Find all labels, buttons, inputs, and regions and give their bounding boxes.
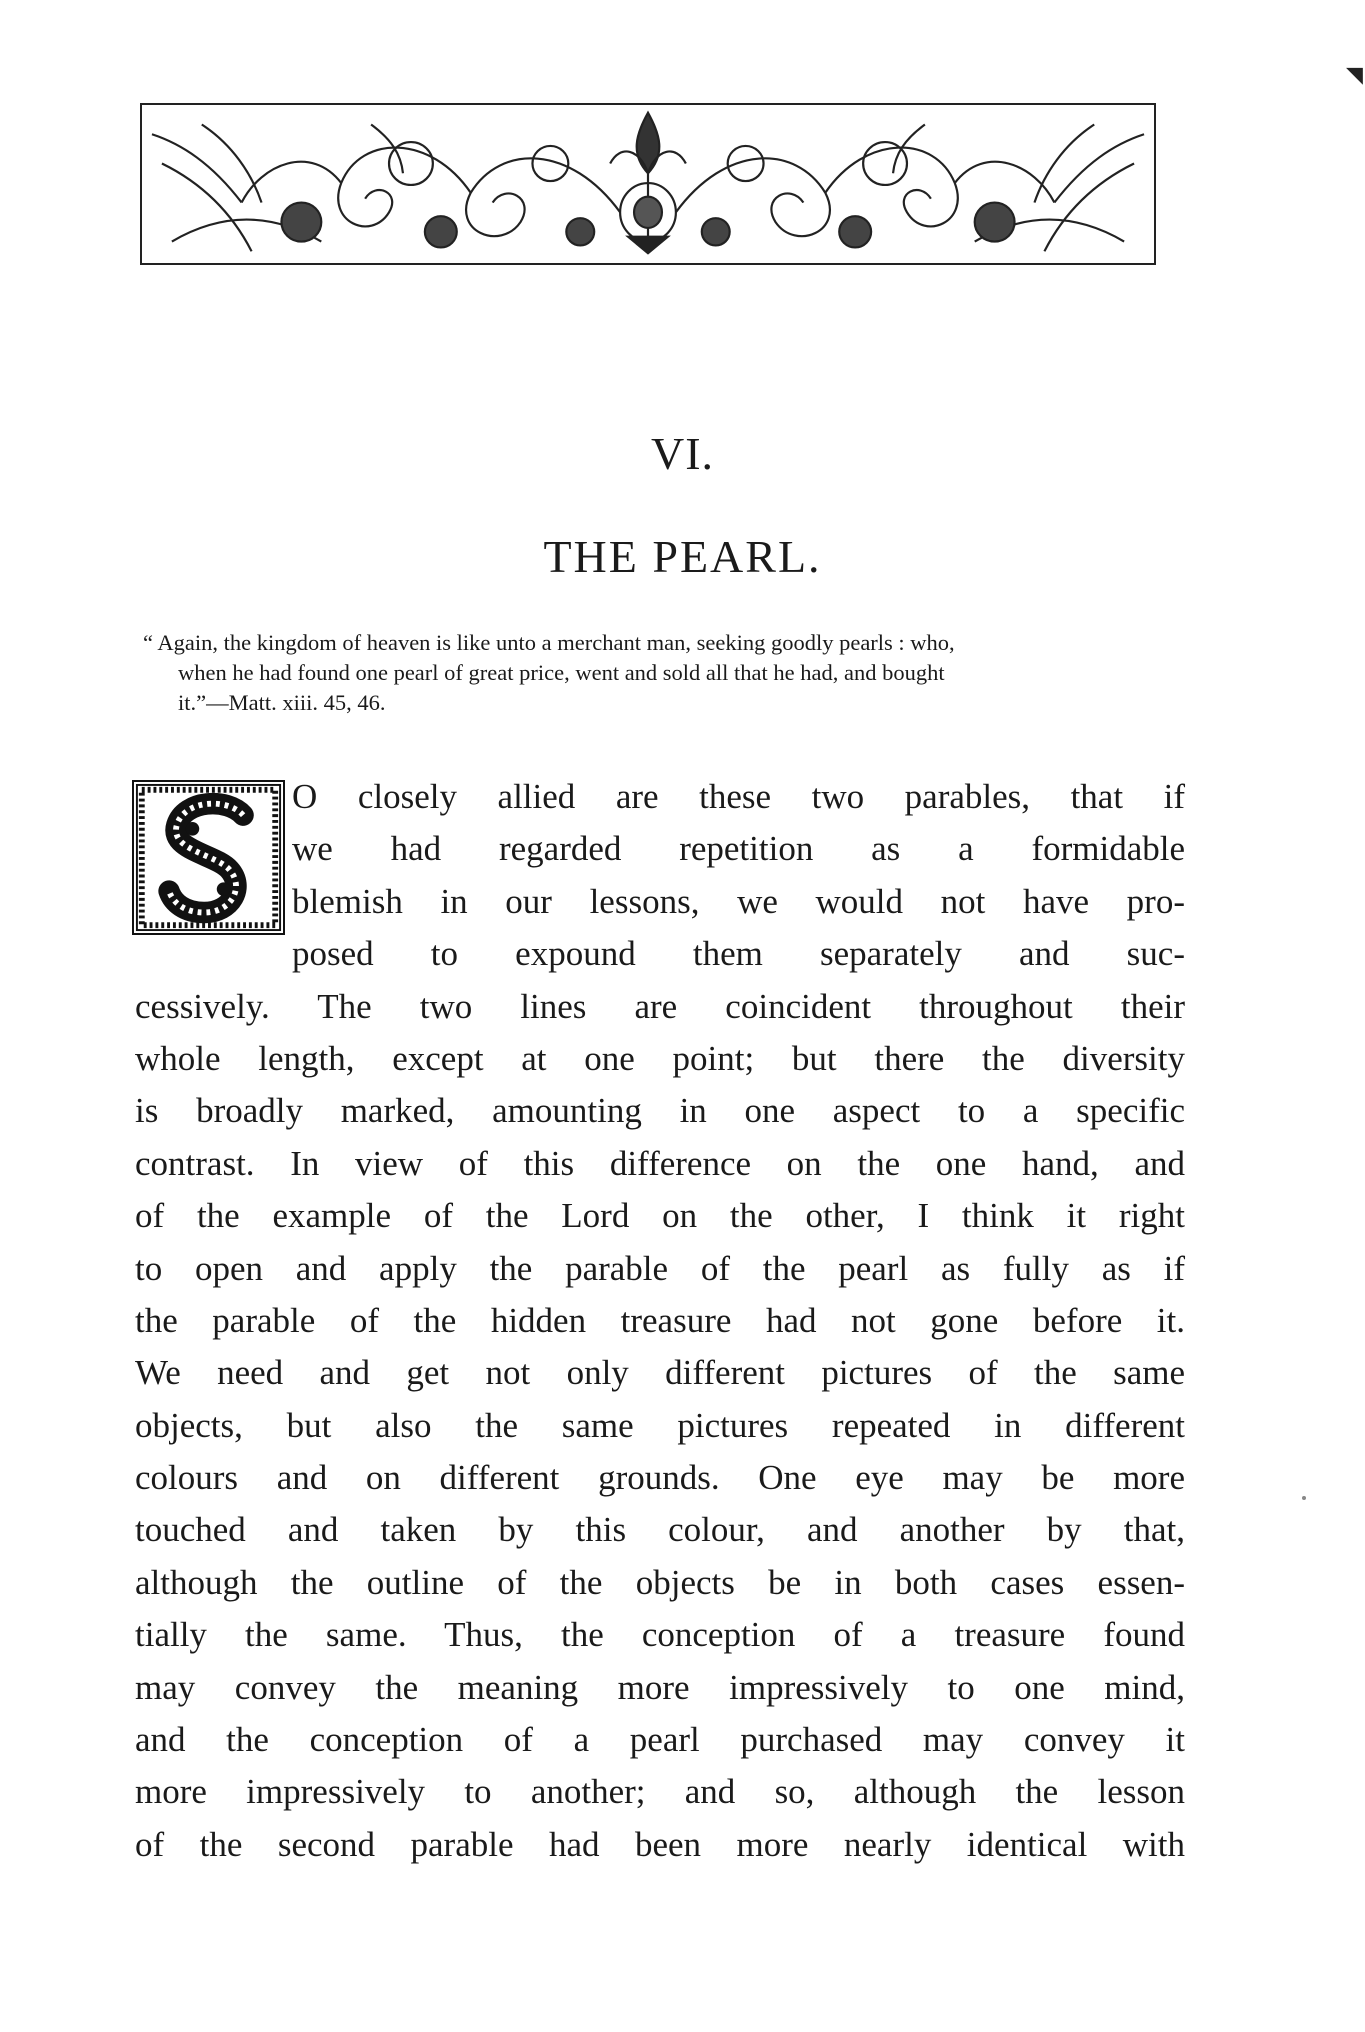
body-line: colours and on different grounds. One eye may be more [135,1458,1185,1498]
body-line: We need and get not only different pictures of the same [135,1353,1185,1393]
epigraph-line: it.”—Matt. xiii. 45, 46. [178,690,386,715]
ornamental-headpiece [140,103,1156,265]
body-line: whole length, except at one point; but there the diversity [135,1038,1185,1078]
body-line: of the example of the Lord on the other, I think it right [135,1196,1185,1236]
body-line: the parable of the hidden treasure had not gone before it. [135,1300,1185,1340]
body-line: posed to expound them separately and suc- [292,934,1185,974]
body-line: contrast. In view of this difference on the one hand, and [135,1143,1185,1183]
body-line: is broadly marked, amounting in one aspect to a specific [135,1091,1185,1131]
body-line: O closely allied are these two parables, that if [292,777,1185,816]
body-line: cessively. The two lines are coincident throughout their [135,986,1185,1026]
paper-speck [1302,1496,1306,1500]
epigraph-line: when he had found one pearl of great price, went and sold all that he had, and bought [178,660,945,685]
body-line: although the outline of the objects be in both cases essen- [135,1562,1185,1602]
body-line: objects, but also the same pictures repeated in different [135,1405,1185,1445]
body-line: and the conception of a pearl purchased may convey it [135,1720,1185,1760]
body-line: of the second parable had been more nearly identical with [135,1824,1185,1864]
body-line: to open and apply the parable of the pearl as fully as if [135,1248,1185,1288]
epigraph-line: “ Again, the kingdom of heaven is like unto a merchant man, seeking goodly pearls : who, [143,630,955,655]
chapter-number: VI. [650,428,715,479]
body-line: touched and taken by this colour, and another by that, [135,1510,1185,1550]
body-line: may convey the meaning more impressively to one mind, [135,1667,1185,1707]
chapter-title: THE PEARL. [543,531,822,582]
body-line: tially the same. Thus, the conception of a treasure found [135,1615,1185,1655]
epigraph [143,628,1188,718]
body-line: we had regarded repetition as a formidable [292,829,1185,869]
body-line: more impressively to another; and so, although the lesson [135,1772,1185,1812]
headpiece-ornament [142,105,1154,263]
body-line: blemish in our lessons, we would not have pro- [292,881,1185,921]
body-text [135,771,1185,1871]
corner-mark: ◥ [1346,62,1363,87]
